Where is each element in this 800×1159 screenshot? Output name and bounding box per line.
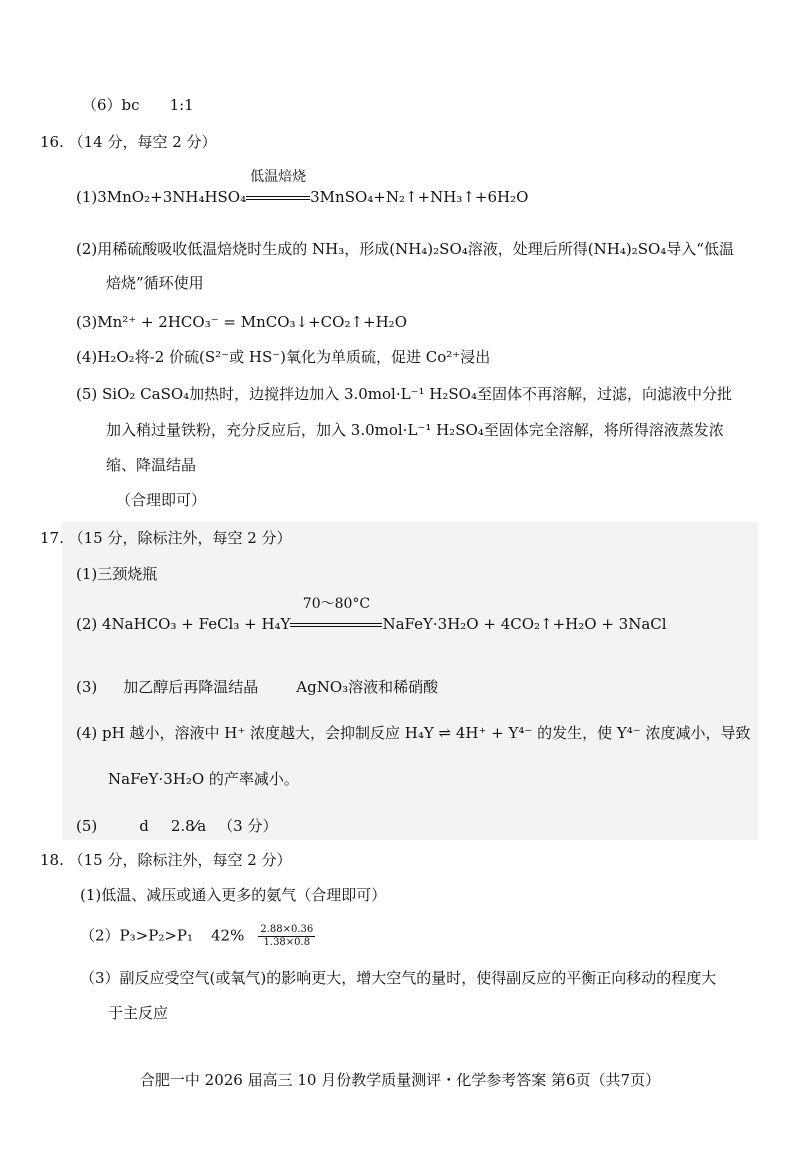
q16-p5-line3: 缩、降温结晶 [106, 456, 197, 474]
q17-p3-answer-a: 加乙醇后再降温结晶 [123, 678, 259, 696]
q18-p2-num: （2） [80, 926, 120, 945]
q17-p4-line1: (4) pH 越小，溶液中 H⁺ 浓度越大，会抑制反应 H₄Y ⇌ 4H⁺ + Y⁴⁻ 的发生，使 Y⁴⁻ 浓度减小，导致 [76, 724, 751, 742]
q17-eq2-condition-text: 70～80°C [302, 596, 371, 612]
q16-p2-line2: 焙烧”循环使用 [106, 274, 204, 292]
q15-p6-num: （6） [82, 96, 122, 114]
q16-heading: 16. （14 分，每空 2 分） [40, 133, 217, 151]
q16-p3-equation: (3)Mn²⁺ + 2HCO₃⁻ = MnCO₃↓+CO₂↑+H₂O [76, 313, 407, 331]
q18-p2-fraction [258, 924, 315, 949]
page-footer: 合肥一中 2026 届高三 10 月份教学质量测评・化学参考答案 第6页（共7页） [139, 1071, 661, 1089]
q17-p4-line2: NaFeY·3H₂O 的产率减小。 [108, 770, 299, 788]
q17-p1: (1)三颈烧瓶 [76, 565, 158, 583]
q16-eq1-right: 3MnSO₄+N₂↑+NH₃↑+6H₂O [310, 188, 529, 206]
q17-p5-answer-a: d [139, 817, 149, 835]
q17-eq2-right: NaFeY·3H₂O + 4CO₂↑+H₂O + 3NaCl [382, 615, 667, 633]
q18-p2 [80, 924, 315, 949]
q17-p5 [76, 815, 277, 837]
q16-p4: (4)H₂O₂将-2 价硫(S²⁻或 HS⁻)氧化为单质硫，促进 Co²⁺浸出 [76, 348, 491, 366]
q18-p3-line2: 于主反应 [108, 1004, 169, 1022]
q16-eq1-condition [246, 169, 310, 208]
q17-p3-answer-b: AgNO₃溶液和稀硝酸 [296, 678, 439, 696]
q17-eq2-left: (2) 4NaHCO₃ + FeCl₃ + H₄Y [76, 615, 291, 633]
q18-p3-line1: （3）副反应受空气(或氧气)的影响更大，增大空气的量时，使得副反应的平衡正向移动的程度大 [80, 969, 717, 987]
q17-equation-2 [76, 596, 667, 635]
q17-heading: 17. （15 分，除标注外，每空 2 分） [40, 529, 292, 547]
q15-part6 [82, 94, 194, 116]
q16-p5-line1: (5) SiO₂ CaSO₄加热时，边搅拌边加入 3.0mol·L⁻¹ H₂SO₄至固体不再溶解，过滤，向滤液中分批 [76, 385, 732, 403]
q16-p5-line2: 加入稍过量铁粉，充分反应后，加入 3.0mol·L⁻¹ H₂SO₄至固体完全溶解，将所得溶液蒸发浓 [106, 421, 724, 439]
q17-p5-answer-b: 2.8⁄a [170, 817, 207, 835]
q18-p1: (1)低温、减压或通入更多的氨气（合理即可） [80, 886, 387, 904]
q17-p3-num: (3) [76, 678, 98, 696]
q18-p2-fraction-numerator: 2.88×0.36 [260, 924, 314, 935]
q17-p5-num: (5) [76, 817, 98, 835]
q17-p5-note: （3 分） [218, 817, 278, 835]
q15-p6-ratio: 1:1 [169, 96, 194, 114]
q18-p2-answer-a: P₃>P₂>P₁ [119, 926, 194, 945]
q17-eq2-condition [290, 596, 382, 635]
q16-equation-1 [76, 169, 529, 208]
q15-p6-answer: bc [121, 96, 140, 114]
q18-p2-answer-b: 42% [211, 926, 245, 945]
q16-p5-note: （合理即可） [116, 491, 207, 509]
q17-p3 [76, 676, 438, 698]
q16-p2-line1: (2)用稀硫酸吸收低温焙烧时生成的 NH₃，形成(NH₄)₂SO₄溶液，处理后所得(NH₄)₂SO₄导入“低温 [76, 240, 734, 258]
q16-eq1-condition-text: 低温焙烧 [250, 169, 307, 185]
q18-heading: 18. （15 分，除标注外，每空 2 分） [40, 851, 292, 869]
q16-eq1-left: (1)3MnO₂+3NH₄HSO₄ [76, 188, 247, 206]
q18-p2-fraction-denominator: 1.38×0.8 [263, 937, 311, 948]
